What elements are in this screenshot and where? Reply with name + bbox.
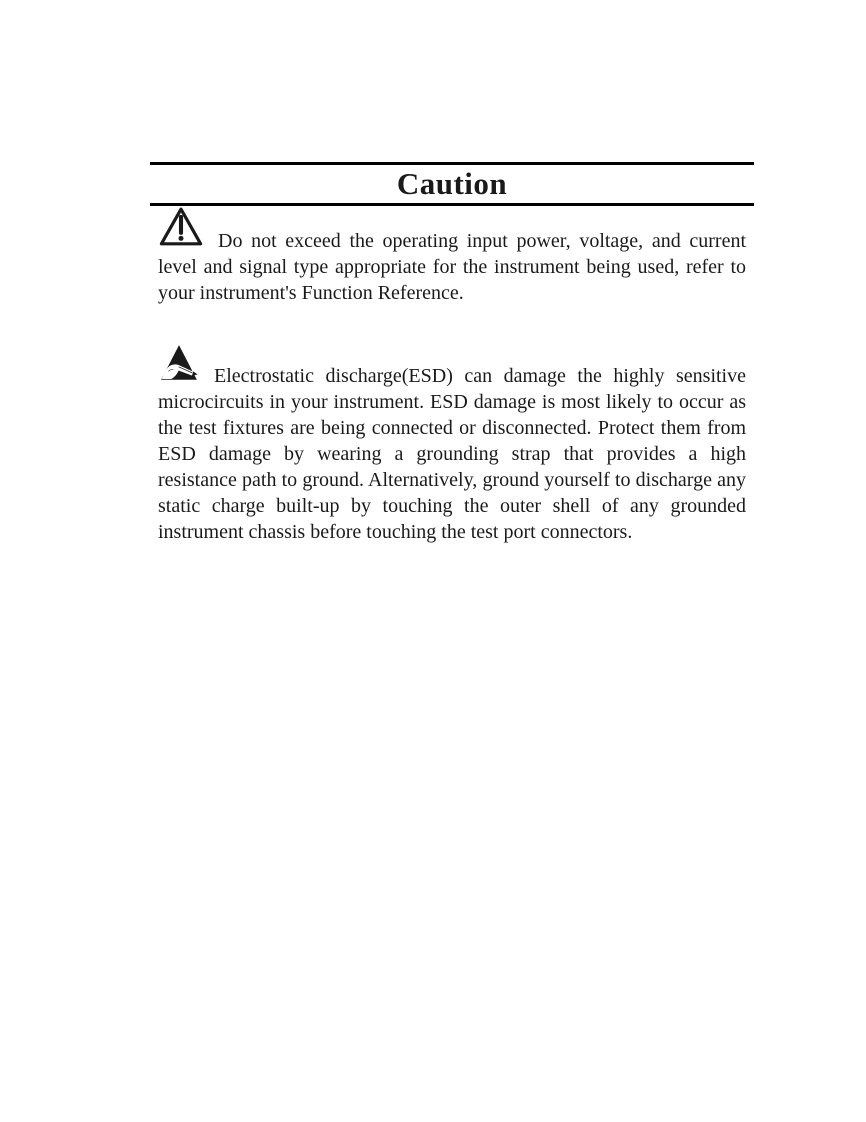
warning-text-esd: Electrostatic discharge(ESD) can damage the highly sensitive microcircuits in your instrument. ESD damage is most likely to occur as the test fixtures are being connected or disconnected. Protect them from ESD damage by wearing a grounding strap that provides a high resistance path to ground. Alternatively, ground yourself to discharge any static charge built-up by touching the outer shell of any grounded instrument chassis before touching the test port connectors. xyxy=(158,365,746,543)
caution-heading: Caution xyxy=(396,166,508,201)
warning-text-power: Do not exceed the operating input power, voltage, and current level and signal type appropriate for the instrument being used, refer to your instrument's Function Reference. xyxy=(158,230,746,304)
caution-header xyxy=(150,162,754,206)
document-page xyxy=(150,0,754,545)
esd-icon xyxy=(158,344,200,389)
warning-paragraph-power xyxy=(158,206,746,306)
warning-triangle-icon xyxy=(158,206,204,254)
warning-paragraph-esd xyxy=(158,344,746,545)
